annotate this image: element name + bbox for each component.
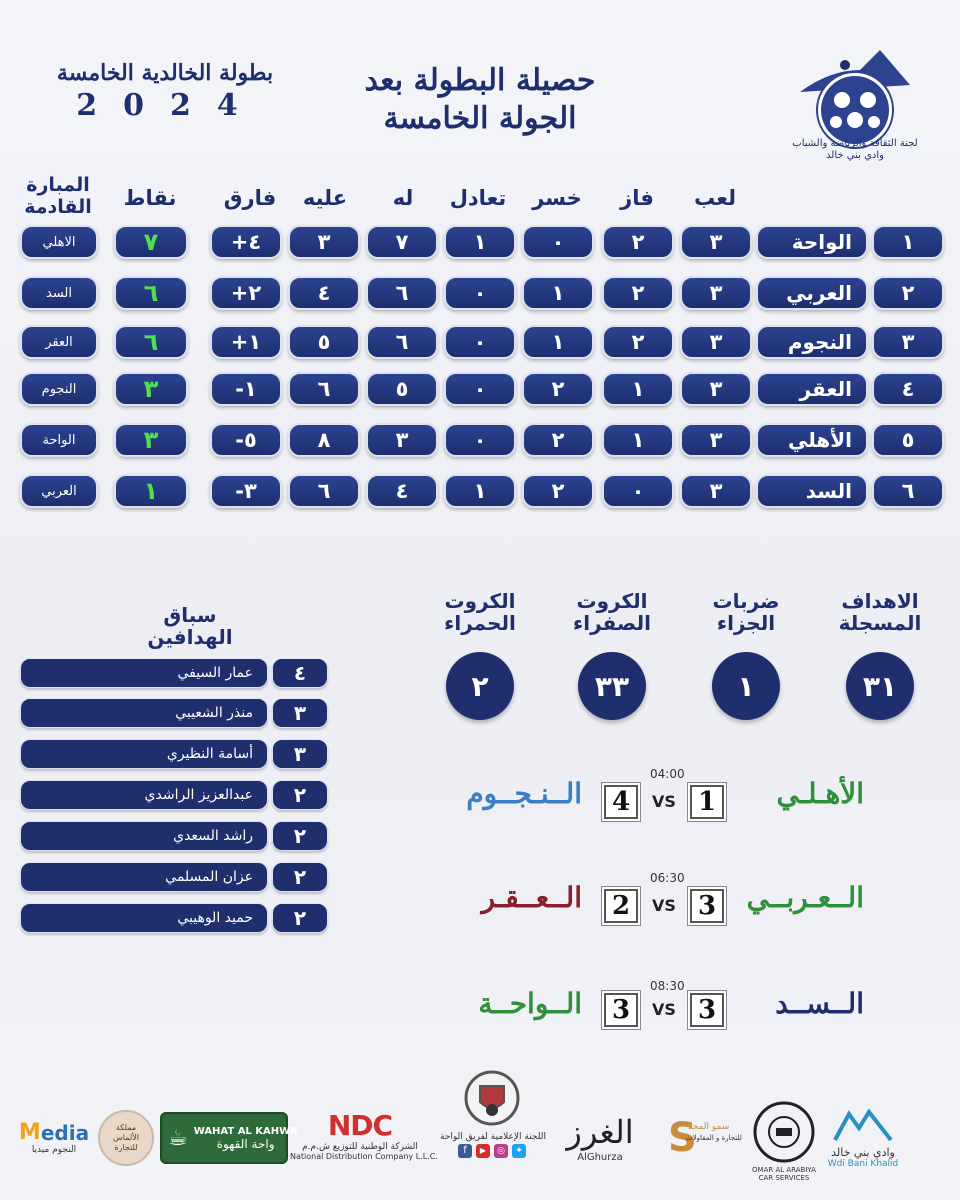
played-cell: ٣: [680, 423, 752, 457]
points-cell: ٦: [114, 276, 188, 310]
drawn-cell: ٠: [444, 276, 516, 310]
twitter-icon[interactable]: ✦: [512, 1144, 526, 1158]
scorer-name: عمار السيفي: [20, 658, 268, 688]
scorer-name: عبدالعزيز الراشدي: [20, 780, 268, 810]
points-cell: ٦: [114, 325, 188, 359]
team-cell: العربي: [756, 276, 868, 310]
header-won: فاز: [620, 186, 654, 210]
won-cell: ٠: [602, 474, 674, 508]
lost-cell: ٢: [522, 372, 594, 406]
scorer-name: منذر الشعيبي: [20, 698, 268, 728]
tournament-year: 2024: [76, 88, 264, 123]
scorer-name: أسامة النظيري: [20, 739, 268, 769]
logo-caption: لجنة الثقافة والرياضة والشباب وادي بني خالد: [792, 138, 918, 161]
next-match-cell: النجوم: [20, 372, 98, 406]
diff-cell: +٢: [210, 276, 282, 310]
team-cell: العقر: [756, 372, 868, 406]
match-time: 08:30: [650, 979, 685, 993]
header-lost: خسر: [532, 186, 582, 210]
header-next-match: المبارة القادمة: [24, 174, 92, 218]
rank-cell: ٤: [872, 372, 944, 406]
sponsor-almas: مملكة الألماس للتجارة: [98, 1110, 154, 1166]
mountain-icon: [833, 1108, 893, 1142]
youtube-icon[interactable]: ▶: [476, 1144, 490, 1158]
sponsor-media: M edia النجوم ميديا: [18, 1120, 90, 1155]
sponsor-omar-al-arabiya: [752, 1100, 816, 1164]
social-icons: [440, 1144, 544, 1158]
car-badge-icon: [752, 1100, 816, 1164]
scorer-goals: ٢: [272, 903, 328, 933]
vs-label: VS: [652, 896, 676, 915]
away-team: الــنـجــوم: [466, 777, 582, 810]
rank-cell: ٦: [872, 474, 944, 508]
facebook-icon[interactable]: f: [458, 1144, 472, 1158]
lost-cell: ٢: [522, 474, 594, 508]
stat-label-goals: الاهداف المسجلة: [838, 589, 922, 635]
home-team: الــســد: [775, 987, 864, 1020]
next-match-cell: الاهلي: [20, 225, 98, 259]
goals-for-cell: ٦: [366, 276, 438, 310]
away-score: 4: [604, 785, 638, 819]
won-cell: ٢: [602, 276, 674, 310]
scorer-goals: ٢: [272, 780, 328, 810]
rank-cell: ٥: [872, 423, 944, 457]
away-score: 2: [604, 889, 638, 923]
vs-label: VS: [652, 792, 676, 811]
tournament-name: بطولة الخالدية الخامسة: [56, 60, 274, 86]
goals-against-cell: ٥: [288, 325, 360, 359]
away-score: 3: [604, 993, 638, 1027]
scorer-name: حميد الوهيبي: [20, 903, 268, 933]
lost-cell: ١: [522, 325, 594, 359]
away-team: الــواحــة: [478, 987, 582, 1020]
lost-cell: ٠: [522, 225, 594, 259]
diff-cell: -٣: [210, 474, 282, 508]
coffee-cup-icon: ☕: [168, 1125, 188, 1151]
rank-cell: ٣: [872, 325, 944, 359]
match-time: 06:30: [650, 871, 685, 885]
home-score: 3: [690, 889, 724, 923]
header-goals-against: عليه: [302, 186, 348, 210]
sponsor-wadi-bani-khalid: وادي بني خالد Wdi Bani Khalid: [818, 1108, 908, 1169]
diff-cell: -١: [210, 372, 282, 406]
goals-against-cell: ٦: [288, 474, 360, 508]
sponsor-samo-al-majd: S سمو المجد للتجارة و المقاولات: [668, 1118, 748, 1158]
next-match-cell: الواحة: [20, 423, 98, 457]
scorers-title: سباق الهدافين: [147, 603, 233, 649]
team-cell: الأهلي: [756, 423, 868, 457]
scorer-goals: ٣: [272, 739, 328, 769]
drawn-cell: ٠: [444, 325, 516, 359]
stat-value-penalties: ١: [712, 652, 780, 720]
drawn-cell: ٠: [444, 372, 516, 406]
goals-against-cell: ٤: [288, 276, 360, 310]
scorer-name: راشد السعدي: [20, 821, 268, 851]
home-score: 1: [690, 785, 724, 819]
omar-caption: OMAR AL ARABIYA CAR SERVICES: [752, 1166, 816, 1182]
goals-for-cell: ٤: [366, 474, 438, 508]
points-cell: ٧: [114, 225, 188, 259]
team-cell: الواحة: [756, 225, 868, 259]
sponsor-media-committee: اللجنة الإعلامية لفريق الواحة f ▶ ◎ ✦: [440, 1068, 544, 1158]
rank-cell: ٢: [872, 276, 944, 310]
goals-against-cell: ٨: [288, 423, 360, 457]
home-team: الأهـلـي: [776, 777, 864, 810]
points-cell: ٣: [114, 423, 188, 457]
club-crest-icon: [464, 1068, 520, 1128]
next-match-cell: العقر: [20, 325, 98, 359]
header-drawn: تعادل: [449, 186, 507, 210]
stat-label-red-cards: الكروت الحمراء: [444, 589, 516, 635]
away-team: الــعــقـر: [481, 881, 582, 914]
match-time: 04:00: [650, 767, 685, 781]
played-cell: ٣: [680, 372, 752, 406]
scorer-goals: ٣: [272, 698, 328, 728]
header-goals-for: له: [392, 186, 414, 210]
points-cell: ١: [114, 474, 188, 508]
diff-cell: -٥: [210, 423, 282, 457]
goals-for-cell: ٣: [366, 423, 438, 457]
goals-for-cell: ٥: [366, 372, 438, 406]
won-cell: ١: [602, 423, 674, 457]
scorer-name: عزان المسلمي: [20, 862, 268, 892]
goals-against-cell: ٦: [288, 372, 360, 406]
won-cell: ١: [602, 372, 674, 406]
team-cell: النجوم: [756, 325, 868, 359]
goals-for-cell: ٧: [366, 225, 438, 259]
goals-against-cell: ٣: [288, 225, 360, 259]
home-team: الــعـربــي: [746, 881, 864, 914]
header-played: لعب: [694, 186, 736, 210]
samo-s-icon: S: [668, 1115, 697, 1161]
played-cell: ٣: [680, 325, 752, 359]
goals-for-cell: ٦: [366, 325, 438, 359]
sponsor-ndc: NDC الشركة الوطنية للتوزيع ش.م.م National Distribution Company L.L.C.: [290, 1109, 438, 1161]
next-match-cell: السد: [20, 276, 98, 310]
instagram-icon[interactable]: ◎: [494, 1144, 508, 1158]
vs-label: VS: [652, 1000, 676, 1019]
sponsor-wahat-al-kahwa: ☕ WAHAT AL KAHWA واحة القهوة: [160, 1112, 288, 1164]
next-match-cell: العربي: [20, 474, 98, 508]
team-cell: السد: [756, 474, 868, 508]
header-points: نقاط: [123, 186, 177, 210]
lost-cell: ٢: [522, 423, 594, 457]
played-cell: ٣: [680, 276, 752, 310]
points-cell: ٣: [114, 372, 188, 406]
scorer-goals: ٢: [272, 862, 328, 892]
header-diff: فارق: [223, 186, 277, 210]
played-cell: ٣: [680, 225, 752, 259]
stat-value-goals: ٣١: [846, 652, 914, 720]
stat-value-red-cards: ٢: [446, 652, 514, 720]
stat-label-yellow-cards: الكروت الصفراء: [573, 589, 651, 635]
diff-cell: +١: [210, 325, 282, 359]
drawn-cell: ١: [444, 474, 516, 508]
home-score: 3: [690, 993, 724, 1027]
drawn-cell: ١: [444, 225, 516, 259]
stat-label-penalties: ضربات الجزاء: [712, 589, 780, 635]
media-m-icon: M: [18, 1120, 41, 1145]
scorer-goals: ٢: [272, 821, 328, 851]
page-title: حصيلة البطولة بعد الجولة الخامسة: [364, 63, 596, 136]
rank-cell: ١: [872, 225, 944, 259]
lost-cell: ١: [522, 276, 594, 310]
diff-cell: +٤: [210, 225, 282, 259]
won-cell: ٢: [602, 225, 674, 259]
drawn-cell: ٠: [444, 423, 516, 457]
played-cell: ٣: [680, 474, 752, 508]
stat-value-yellow-cards: ٣٣: [578, 652, 646, 720]
scorer-goals: ٤: [272, 658, 328, 688]
sponsor-alghurza: الغرز AlGhurza: [566, 1113, 634, 1163]
won-cell: ٢: [602, 325, 674, 359]
